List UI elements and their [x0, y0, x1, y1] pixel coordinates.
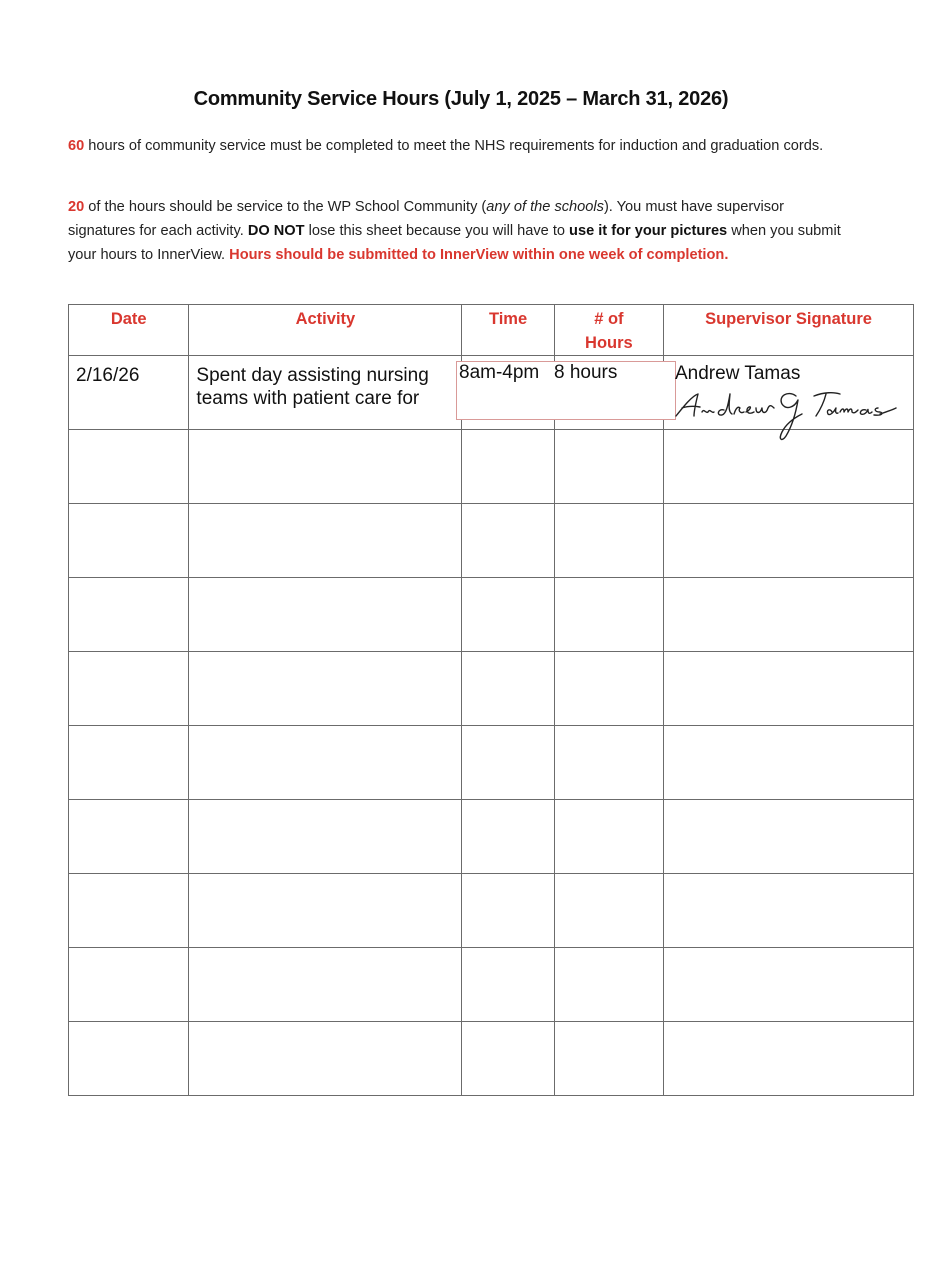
- supervisor-signature-cell[interactable]: [664, 800, 914, 874]
- supervisor-printed-name: Andrew Tamas: [675, 363, 801, 384]
- activity-cell[interactable]: [189, 726, 462, 800]
- date-cell[interactable]: [69, 800, 189, 874]
- instructions-text: lose this sheet because you will have to: [304, 223, 570, 239]
- instructions-text: of the hours should be service to the WP School Community (: [84, 199, 487, 215]
- supervisor-signature-cell[interactable]: [664, 652, 914, 726]
- activity-cell-text: [189, 726, 461, 734]
- required-hours-number: 60: [68, 138, 85, 154]
- date-cell[interactable]: [69, 504, 189, 578]
- activity-cell-text: [189, 1022, 461, 1030]
- activity-cell-text: [189, 578, 461, 586]
- date-cell-text: [69, 726, 188, 734]
- supervisor-signature-cell[interactable]: [664, 948, 914, 1022]
- header-supervisor-signature: Supervisor Signature: [664, 305, 914, 356]
- supervisor-signature-cell[interactable]: [664, 726, 914, 800]
- supervisor-handwritten-signature: [674, 388, 900, 444]
- activity-cell-text: [189, 430, 461, 438]
- table-row: [69, 504, 914, 578]
- header-hours-label: # of Hours: [585, 310, 633, 352]
- table-row: [69, 652, 914, 726]
- time-cell[interactable]: [462, 504, 554, 578]
- time-cell[interactable]: [462, 726, 554, 800]
- date-cell-text: [69, 504, 188, 512]
- submission-deadline-note: Hours should be submitted to InnerView within one week of completion.: [229, 247, 729, 263]
- activity-cell-text: [189, 800, 461, 808]
- date-cell-text: [69, 1022, 188, 1030]
- time-cell[interactable]: [462, 652, 554, 726]
- hours-cell[interactable]: [554, 1022, 663, 1096]
- table-row: [69, 578, 914, 652]
- date-cell-text: [69, 948, 188, 956]
- hours-cell[interactable]: [554, 652, 663, 726]
- hours-cell[interactable]: [554, 948, 663, 1022]
- date-cell-text: [69, 800, 188, 808]
- date-cell-text: [69, 430, 188, 438]
- header-hours: [554, 305, 663, 356]
- table-row: [69, 948, 914, 1022]
- date-cell[interactable]: [69, 948, 189, 1022]
- table-row: [69, 726, 914, 800]
- activity-cell[interactable]: [189, 356, 462, 430]
- entry-time: 8am-4pm: [459, 362, 540, 383]
- entry-hours: 8 hours: [554, 362, 618, 383]
- header-date: Date: [69, 305, 189, 356]
- date-cell[interactable]: [69, 874, 189, 948]
- instructions-text: ). You must have supervisor signatures for each activity.: [68, 199, 785, 239]
- activity-cell[interactable]: [189, 578, 462, 652]
- activity-cell[interactable]: [189, 874, 462, 948]
- time-cell[interactable]: [462, 800, 554, 874]
- date-cell[interactable]: [69, 652, 189, 726]
- table-row: [69, 1022, 914, 1096]
- supervisor-signature-cell[interactable]: [664, 578, 914, 652]
- document-title: Community Service Hours (July 1, 2025 – March 31, 2026): [193, 88, 729, 110]
- activity-cell[interactable]: [189, 504, 462, 578]
- date-cell-text: [69, 652, 188, 660]
- instructions-italic: any of the schools: [486, 199, 604, 215]
- time-cell[interactable]: [462, 578, 554, 652]
- requirement-text: hours of community service must be completed to meet the NHS requirements for induction and graduation cords.: [84, 138, 824, 154]
- table-row: [69, 874, 914, 948]
- table-header-row: [69, 305, 914, 356]
- supervisor-signature-cell[interactable]: [664, 504, 914, 578]
- pictures-emphasis: use it for your pictures: [569, 223, 728, 239]
- time-cell[interactable]: [462, 874, 554, 948]
- supervisor-signature-cell[interactable]: [664, 874, 914, 948]
- activity-cell[interactable]: [189, 652, 462, 726]
- activity-cell-text: [189, 652, 461, 660]
- activity-cell[interactable]: [189, 948, 462, 1022]
- date-cell-text: [69, 578, 188, 586]
- do-not-warning: DO NOT: [247, 223, 305, 239]
- hours-cell[interactable]: [554, 800, 663, 874]
- activity-cell[interactable]: [189, 430, 462, 504]
- activity-cell-text: [189, 948, 461, 956]
- activity-cell-text: Spent day assisting nursing teams with patient care for: [196, 365, 429, 409]
- activity-cell[interactable]: [189, 1022, 462, 1096]
- activity-cell-text: [189, 874, 461, 882]
- date-cell-text: 2/16/26: [76, 365, 140, 386]
- time-cell[interactable]: [462, 430, 554, 504]
- hours-cell[interactable]: [554, 430, 663, 504]
- activity-cell-text: [189, 504, 461, 512]
- school-hours-number: 20: [68, 199, 85, 215]
- activity-cell[interactable]: [189, 800, 462, 874]
- date-cell-text: [69, 874, 188, 882]
- requirement-paragraph: [68, 134, 848, 158]
- instructions-text: when you submit your hours to InnerView.: [68, 223, 841, 263]
- hours-cell[interactable]: [554, 578, 663, 652]
- instructions-paragraph: [68, 195, 848, 267]
- hours-cell[interactable]: [554, 874, 663, 948]
- supervisor-signature-cell[interactable]: [664, 1022, 914, 1096]
- date-cell[interactable]: [69, 578, 189, 652]
- header-time: Time: [462, 305, 554, 356]
- date-cell[interactable]: [69, 726, 189, 800]
- time-cell[interactable]: [462, 948, 554, 1022]
- date-cell[interactable]: [69, 1022, 189, 1096]
- date-cell[interactable]: [69, 356, 189, 430]
- hours-cell[interactable]: [554, 504, 663, 578]
- hours-cell[interactable]: [554, 726, 663, 800]
- table-row: [69, 800, 914, 874]
- time-cell[interactable]: [462, 1022, 554, 1096]
- header-activity: Activity: [189, 305, 462, 356]
- date-cell[interactable]: [69, 430, 189, 504]
